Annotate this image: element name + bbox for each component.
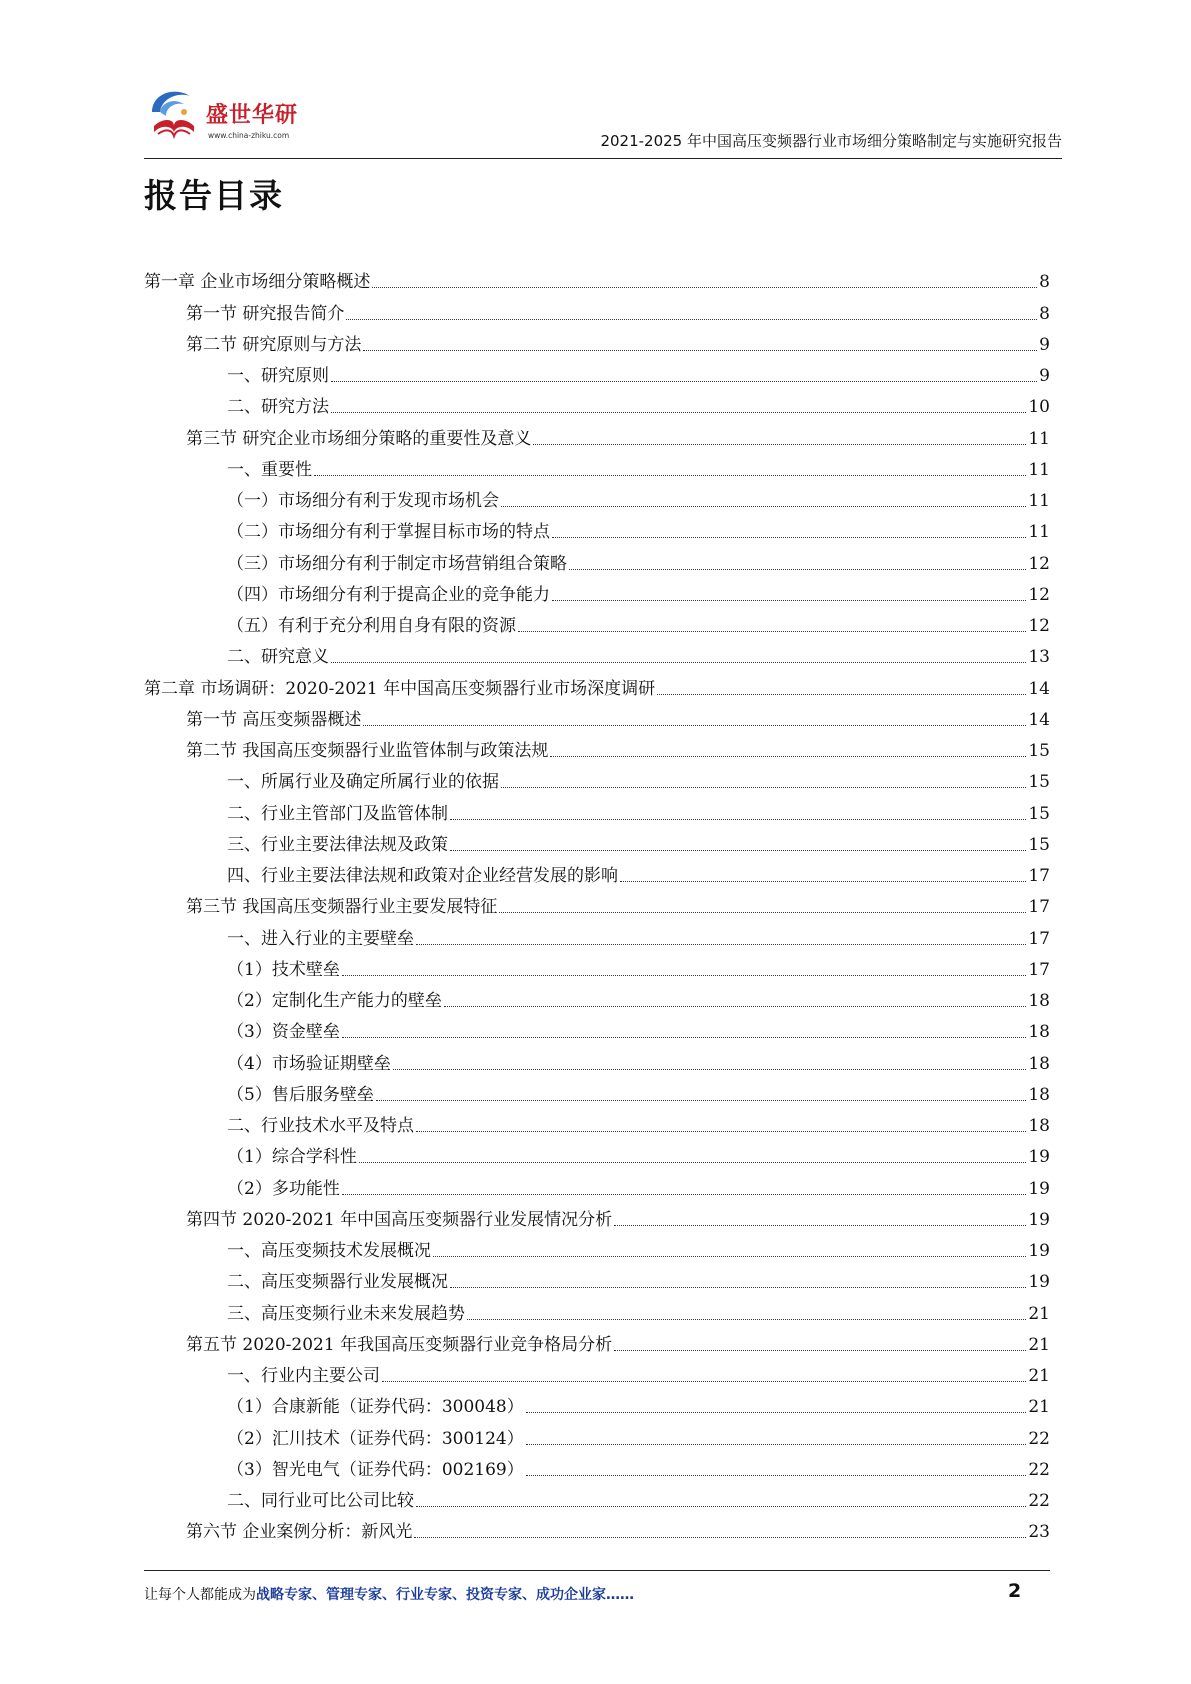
toc-leader-dots	[501, 506, 1026, 507]
toc-entry-page: 9	[1039, 334, 1050, 355]
toc-leader-dots	[450, 1287, 1026, 1288]
toc-entry-page: 18	[1028, 1022, 1050, 1043]
toc-entry-title: （三）市场细分有利于制定市场营销组合策略	[227, 553, 567, 574]
toc-entry-page: 19	[1028, 1241, 1050, 1261]
toc-entry-title: 第二节 我国高压变频器行业监管体制与政策法规	[186, 741, 549, 761]
toc-entry-title: 第一节 研究报告简介	[186, 303, 345, 324]
toc-leader-dots	[501, 787, 1026, 788]
toc-entry[interactable]	[144, 356, 1050, 387]
company-logo	[144, 82, 354, 148]
toc-leader-dots	[526, 1475, 1027, 1476]
toc-leader-dots	[526, 1444, 1027, 1445]
toc-leader-dots	[416, 1506, 1026, 1507]
toc-leader-dots	[550, 756, 1026, 757]
toc-entry[interactable]	[144, 918, 1050, 949]
toc-entry-title: （1）技术壁垒	[227, 959, 340, 980]
toc-entry-title: （4）市场验证期壁垒	[227, 1053, 391, 1074]
toc-entry[interactable]	[144, 450, 1050, 481]
toc-entry-title: 第三节 研究企业市场细分策略的重要性及意义	[186, 428, 532, 449]
page-number: 2	[1008, 1580, 1022, 1602]
toc-leader-dots	[342, 1194, 1027, 1195]
toc-entry-page: 13	[1028, 647, 1050, 668]
toc-entry[interactable]	[144, 1106, 1050, 1137]
toc-leader-dots	[342, 975, 1027, 976]
toc-entry-title: 第一节 高压变频器概述	[186, 709, 362, 730]
toc-entry-title: （二）市场细分有利于掌握目标市场的特点	[227, 522, 550, 543]
toc-entry-title: （2）多功能性	[227, 1178, 340, 1199]
toc-entry[interactable]	[144, 731, 1050, 762]
slogan-prefix: 让每个人都能成为	[144, 1587, 256, 1603]
toc-entry-page: 11	[1028, 522, 1050, 543]
logo-url: www.china-zhiku.com	[208, 131, 290, 140]
toc-entry-title: （5）售后服务壁垒	[227, 1084, 374, 1105]
toc-entry-title: （五）有利于充分利用自身有限的资源	[227, 616, 516, 636]
toc-entry[interactable]	[144, 950, 1050, 981]
toc-entry-page: 14	[1028, 678, 1050, 699]
toc-entry-title: 二、研究意义	[227, 647, 329, 668]
toc-entry[interactable]	[144, 512, 1050, 543]
toc-entry-page: 19	[1028, 1147, 1050, 1168]
toc-leader-dots	[450, 819, 1026, 820]
toc-entry[interactable]	[144, 1356, 1050, 1387]
toc-entry[interactable]	[144, 1200, 1050, 1231]
toc-leader-dots	[331, 412, 1026, 413]
toc-entry-page: 22	[1028, 1459, 1050, 1480]
toc-entry-title: （1）综合学科性	[227, 1147, 357, 1168]
toc-entry-title: （3）智光电气（证券代码：002169）	[227, 1459, 524, 1480]
report-title: 2021-2025 年中国高压变频器行业市场细分策略制定与实施研究报告	[600, 132, 1062, 150]
toc-leader-dots	[363, 725, 1026, 726]
toc-leader-dots	[331, 662, 1026, 663]
toc-entry-page: 21	[1028, 1366, 1050, 1386]
toc-leader-dots	[552, 537, 1026, 538]
toc-entry-page: 9	[1039, 366, 1050, 386]
toc-entry[interactable]	[144, 387, 1050, 418]
toc-entry-page: 19	[1028, 1272, 1050, 1293]
toc-entry-title: 第二章 市场调研：2020-2021 年中国高压变频器行业市场深度调研	[144, 678, 656, 699]
toc-entry-page: 15	[1028, 834, 1050, 855]
toc-entry[interactable]	[144, 762, 1050, 793]
logo-emblem-icon	[144, 82, 206, 144]
toc-entry-title: （一）市场细分有利于发现市场机会	[227, 491, 499, 511]
toc-entry[interactable]	[144, 700, 1050, 731]
toc-entry-title: 一、所属行业及确定所属行业的依据	[227, 772, 499, 793]
toc-entry[interactable]	[144, 1043, 1050, 1074]
toc-entry-title: 一、研究原则	[227, 366, 329, 386]
toc-entry-page: 21	[1028, 1303, 1050, 1324]
toc-leader-dots	[569, 569, 1026, 570]
toc-entry-title: 二、行业技术水平及特点	[227, 1116, 414, 1136]
toc-entry[interactable]	[144, 1450, 1050, 1481]
toc-entry-title: 第四节 2020-2021 年中国高压变频器行业发展情况分析	[186, 1209, 613, 1230]
toc-entry-page: 18	[1028, 1053, 1050, 1074]
table-of-contents	[144, 262, 1050, 1543]
toc-entry-page: 21	[1028, 1334, 1050, 1355]
toc-entry-title: 第六节 企业案例分析：新风光	[186, 1522, 413, 1543]
footer-slogan	[144, 1584, 634, 1604]
toc-entry[interactable]	[144, 668, 1050, 699]
toc-leader-dots	[526, 1412, 1027, 1413]
toc-entry-title: 一、高压变频技术发展概况	[227, 1241, 431, 1261]
toc-entry-page: 12	[1028, 616, 1050, 636]
toc-leader-dots	[331, 381, 1037, 382]
toc-leader-dots	[342, 1037, 1027, 1038]
toc-entry[interactable]	[144, 1293, 1050, 1324]
toc-entry-title: 四、行业主要法律法规和政策对企业经营发展的影响	[227, 866, 618, 886]
toc-leader-dots	[363, 350, 1037, 351]
toc-entry-page: 18	[1028, 991, 1050, 1011]
logo-name: 盛世华研	[206, 103, 299, 128]
toc-entry-title: 三、行业主要法律法规及政策	[227, 834, 448, 855]
toc-entry-page: 17	[1028, 897, 1050, 918]
toc-leader-dots	[433, 1256, 1026, 1257]
toc-leader-dots	[620, 881, 1026, 882]
toc-entry-page: 12	[1028, 584, 1050, 605]
toc-entry[interactable]	[144, 606, 1050, 637]
toc-entry-page: 19	[1028, 1209, 1050, 1230]
toc-entry-title: 第五节 2020-2021 年我国高压变频器行业竞争格局分析	[186, 1334, 613, 1355]
toc-leader-dots	[552, 600, 1026, 601]
toc-leader-dots	[416, 1131, 1026, 1132]
toc-entry[interactable]	[144, 1137, 1050, 1168]
toc-entry-page: 11	[1028, 459, 1050, 480]
toc-leader-dots	[314, 475, 1026, 476]
toc-entry-page: 15	[1028, 741, 1050, 761]
toc-entry-page: 11	[1028, 491, 1050, 511]
toc-entry-title: （2）定制化生产能力的壁垒	[227, 991, 442, 1011]
toc-entry[interactable]	[144, 543, 1050, 574]
toc-entry[interactable]	[144, 481, 1050, 512]
toc-entry[interactable]	[144, 793, 1050, 824]
footer-rule	[144, 1570, 1050, 1572]
toc-entry[interactable]	[144, 1231, 1050, 1262]
toc-entry-page: 21	[1028, 1397, 1050, 1418]
toc-entry[interactable]	[144, 887, 1050, 918]
toc-leader-dots	[614, 1350, 1026, 1351]
toc-entry[interactable]	[144, 1168, 1050, 1199]
toc-entry-page: 22	[1028, 1428, 1050, 1449]
page-title: 报告目录	[144, 176, 284, 215]
toc-entry-title: 二、高压变频器行业发展概况	[227, 1272, 448, 1293]
toc-entry-title: （2）汇川技术（证券代码：300124）	[227, 1428, 524, 1449]
toc-entry-page: 17	[1028, 928, 1050, 949]
toc-leader-dots	[450, 850, 1026, 851]
toc-entry-page: 19	[1028, 1178, 1050, 1199]
toc-leader-dots	[414, 1537, 1026, 1538]
toc-leader-dots	[382, 1381, 1026, 1382]
toc-entry-page: 15	[1028, 803, 1050, 824]
toc-leader-dots	[393, 1069, 1027, 1070]
toc-leader-dots	[518, 631, 1026, 632]
toc-entry[interactable]	[144, 637, 1050, 668]
toc-entry[interactable]	[144, 1481, 1050, 1512]
toc-entry-page: 15	[1028, 772, 1050, 793]
toc-entry-title: 第一章 企业市场细分策略概述	[144, 272, 371, 293]
toc-entry-page: 17	[1028, 866, 1050, 886]
toc-entry[interactable]	[144, 1387, 1050, 1418]
toc-leader-dots	[376, 1100, 1027, 1101]
toc-entry-page: 18	[1028, 1084, 1050, 1105]
toc-leader-dots	[359, 1162, 1027, 1163]
toc-entry[interactable]	[144, 1325, 1050, 1356]
toc-leader-dots	[346, 319, 1037, 320]
toc-leader-dots	[499, 912, 1026, 913]
toc-entry[interactable]	[144, 418, 1050, 449]
page-header	[144, 78, 1062, 159]
toc-entry-page: 22	[1028, 1491, 1050, 1511]
toc-entry-title: 第三节 我国高压变频器行业主要发展特征	[186, 897, 498, 918]
toc-leader-dots	[657, 694, 1026, 695]
toc-leader-dots	[416, 944, 1026, 945]
toc-entry-title: 一、行业内主要公司	[227, 1366, 380, 1386]
toc-entry[interactable]	[144, 325, 1050, 356]
toc-entry[interactable]	[144, 1262, 1050, 1293]
toc-entry-title: 一、进入行业的主要壁垒	[227, 928, 414, 949]
toc-entry-title: （四）市场细分有利于提高企业的竞争能力	[227, 584, 550, 605]
toc-entry-page: 8	[1039, 303, 1050, 324]
toc-entry-title: （1）合康新能（证券代码：300048）	[227, 1397, 524, 1418]
toc-leader-dots	[467, 1319, 1026, 1320]
toc-leader-dots	[614, 1225, 1026, 1226]
toc-entry[interactable]	[144, 575, 1050, 606]
toc-entry-page: 8	[1039, 272, 1050, 293]
toc-entry-title: 二、行业主管部门及监管体制	[227, 803, 448, 824]
slogan-highlight: 战略专家、管理专家、行业专家、投资专家、成功企业家……	[256, 1587, 634, 1603]
toc-entry-title: （3）资金壁垒	[227, 1022, 340, 1043]
toc-entry[interactable]	[144, 1418, 1050, 1449]
toc-entry-page: 11	[1028, 428, 1050, 449]
toc-entry-title: 二、同行业可比公司比较	[227, 1491, 414, 1511]
toc-entry-page: 12	[1028, 553, 1050, 574]
toc-entry[interactable]	[144, 262, 1050, 293]
toc-entry-page: 10	[1028, 397, 1050, 418]
toc-entry-page: 17	[1028, 959, 1050, 980]
toc-entry-page: 18	[1028, 1116, 1050, 1136]
toc-entry[interactable]	[144, 856, 1050, 887]
toc-entry[interactable]	[144, 1075, 1050, 1106]
toc-entry-title: 三、高压变频行业未来发展趋势	[227, 1303, 465, 1324]
toc-entry-page: 23	[1028, 1522, 1050, 1543]
toc-entry[interactable]	[144, 293, 1050, 324]
toc-entry-title: 二、研究方法	[227, 397, 329, 418]
toc-entry[interactable]	[144, 825, 1050, 856]
toc-entry-title: 第二节 研究原则与方法	[186, 334, 362, 355]
toc-leader-dots	[372, 287, 1037, 288]
toc-entry-title: 一、重要性	[227, 459, 312, 480]
toc-entry-page: 14	[1028, 709, 1050, 730]
toc-entry[interactable]	[144, 981, 1050, 1012]
toc-leader-dots	[533, 444, 1026, 445]
toc-entry[interactable]	[144, 1512, 1050, 1543]
toc-leader-dots	[444, 1006, 1027, 1007]
toc-entry[interactable]	[144, 1012, 1050, 1043]
